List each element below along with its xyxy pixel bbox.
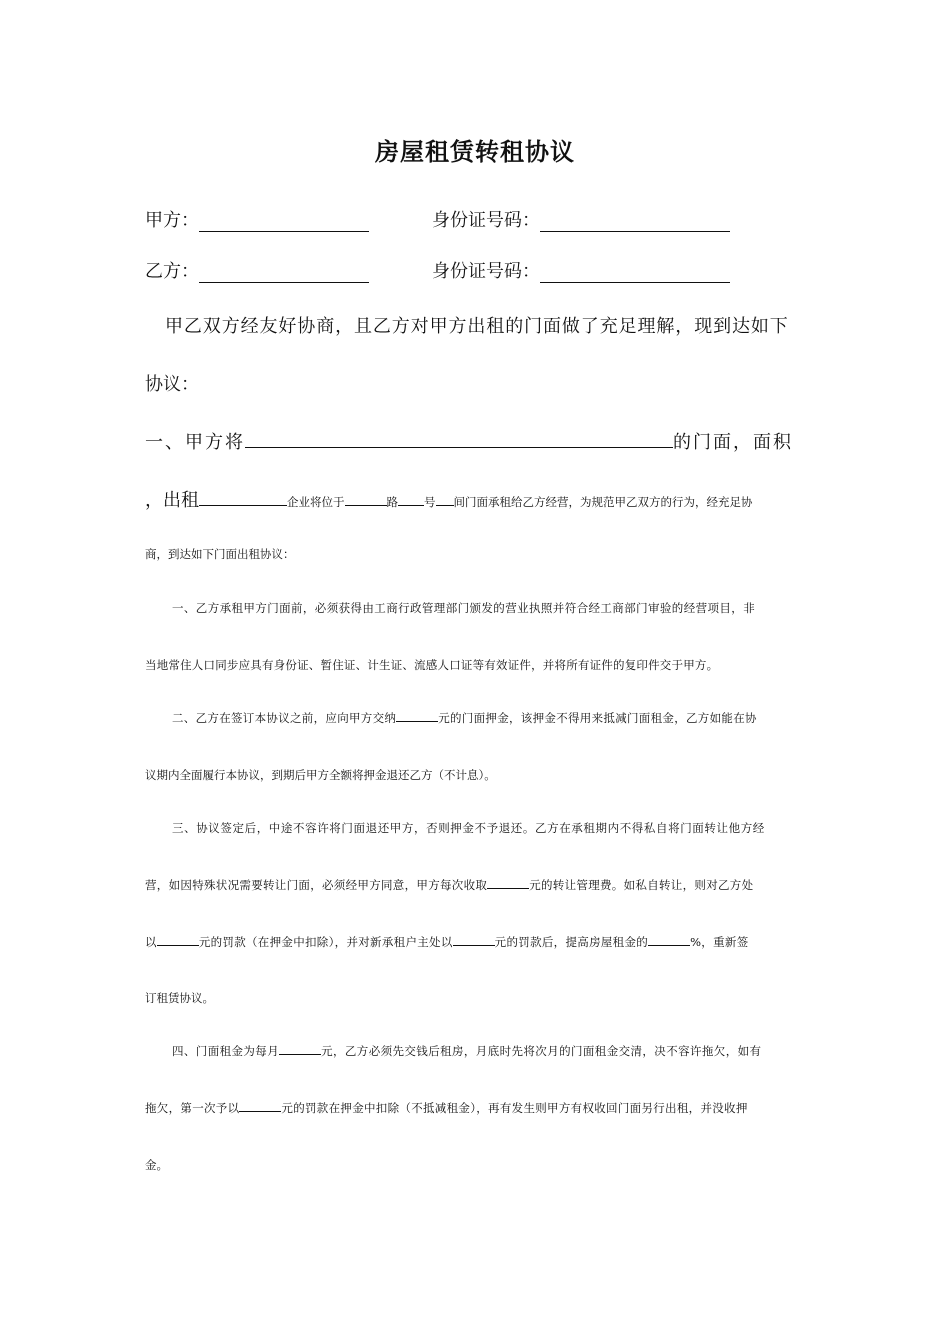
party-a-id-row — [432, 210, 730, 232]
item-1b-line — [145, 486, 753, 512]
transfer-fee-blank — [487, 878, 529, 889]
number-blank — [398, 495, 424, 506]
clause-4-l2b: 元的罚款在押金中扣除（不抵减租金），再有发生则甲方有权收回门面另行出租，并没收押 — [281, 1101, 748, 1115]
enterprise-blank — [199, 495, 287, 506]
new-tenant-penalty-blank — [453, 935, 495, 946]
clause-3-line-3 — [145, 934, 749, 950]
clause-3-l3a: 以 — [145, 935, 157, 949]
clause-4-line-3: 金。 — [145, 1158, 168, 1172]
rent-increase-blank — [648, 935, 690, 946]
clause-3-line-4: 订租赁协议。 — [145, 991, 214, 1005]
party-a-id-label: 身份证号码： — [432, 210, 540, 231]
clause-3-l2a: 营，如因特殊状况需要转让门面，必须经甲方同意，甲方每次收取 — [145, 878, 488, 892]
clause-1-line-2: 当地常住人口同步应具有身份证、暂住证、计生证、流感人口证等有效证件，并将所有证件的复印件交于甲方。 — [145, 658, 719, 672]
clause-4-line-2 — [145, 1100, 748, 1116]
item-1b-d: 间门面承租给乙方经营，为规范甲乙双方的行为，经充足协 — [453, 495, 753, 509]
monthly-rent-blank — [279, 1044, 321, 1055]
party-a-name-blank — [199, 213, 369, 232]
clause-2-b: 元的门面押金，该押金不得用来抵减门面租金，乙方如能在协 — [438, 711, 757, 725]
clause-1-line-1: 一、乙方承租甲方门面前，必须获得由工商行政管理部门颁发的营业执照并符合经工商部门审验的经营项目，非 — [172, 601, 756, 615]
party-b-row — [145, 261, 369, 283]
party-a-id-blank — [540, 213, 730, 232]
item-1b-b: 路 — [386, 495, 398, 509]
clause-3-l3d: %，重新签 — [690, 935, 749, 949]
clause-2-a: 二、乙方在签订本协议之前，应向甲方交纳 — [172, 711, 397, 725]
item-1b-c: 号 — [424, 495, 436, 509]
clause-4-line-1 — [172, 1043, 761, 1059]
late-penalty-blank — [239, 1101, 281, 1112]
clause-3-l3c: 元的罚款后，提高房屋租金的 — [494, 935, 649, 949]
item-1-prefix: 一、甲方将 — [145, 432, 245, 453]
clause-3-l3b: 元的罚款（在押金中扣除），并对新承租户主处以 — [198, 935, 453, 949]
clause-2-line-1 — [172, 710, 757, 726]
item-1-suffix: 的门面，面积 — [673, 432, 793, 453]
document-title: 房屋租赁转租协议 — [375, 137, 575, 166]
clause-3-line-2 — [145, 877, 753, 893]
party-b-id-blank — [540, 264, 730, 283]
clause-4-b: 元，乙方必须先交钱后租房，月底时先将次月的门面租金交清，决不容许拖欠，如有 — [321, 1044, 762, 1058]
party-a-label: 甲方： — [145, 210, 199, 231]
intro-line-1: 甲乙双方经友好协商，且乙方对甲方出租的门面做了充足理解，现到达如下 — [165, 316, 789, 337]
intro-line-2: 协议： — [145, 374, 199, 395]
party-b-id-label: 身份证号码： — [432, 261, 540, 282]
party-b-id-row — [432, 261, 730, 283]
item-1b-lead: ，出租 — [145, 490, 199, 511]
deposit-blank — [396, 711, 438, 722]
penalty-blank — [157, 935, 199, 946]
clause-3-line-1: 三、协议签定后，中途不容许将门面退还甲方，否则押金不予退还。乙方在承租期内不得私自将门面转让他方经 — [172, 821, 765, 835]
item-1-address-blank — [245, 433, 673, 448]
party-b-name-blank — [199, 264, 369, 283]
item-1c-line: 商，到达如下门面出租协议： — [145, 547, 295, 561]
clause-2-line-2: 议期内全面履行本协议，到期后甲方全额将押金退还乙方（不计息）。 — [145, 768, 496, 782]
party-a-row — [145, 210, 369, 232]
room-blank — [436, 495, 454, 506]
road-blank — [345, 495, 387, 506]
clause-4-a: 四、门面租金为每月 — [172, 1044, 280, 1058]
item-1b-a: 企业将位于 — [287, 495, 345, 509]
clause-4-l2a: 拖欠，第一次予以 — [145, 1101, 240, 1115]
item-1-line — [145, 428, 793, 454]
party-b-label: 乙方： — [145, 261, 199, 282]
clause-3-l2b: 元的转让管理费。如私自转让，则对乙方处 — [529, 878, 754, 892]
